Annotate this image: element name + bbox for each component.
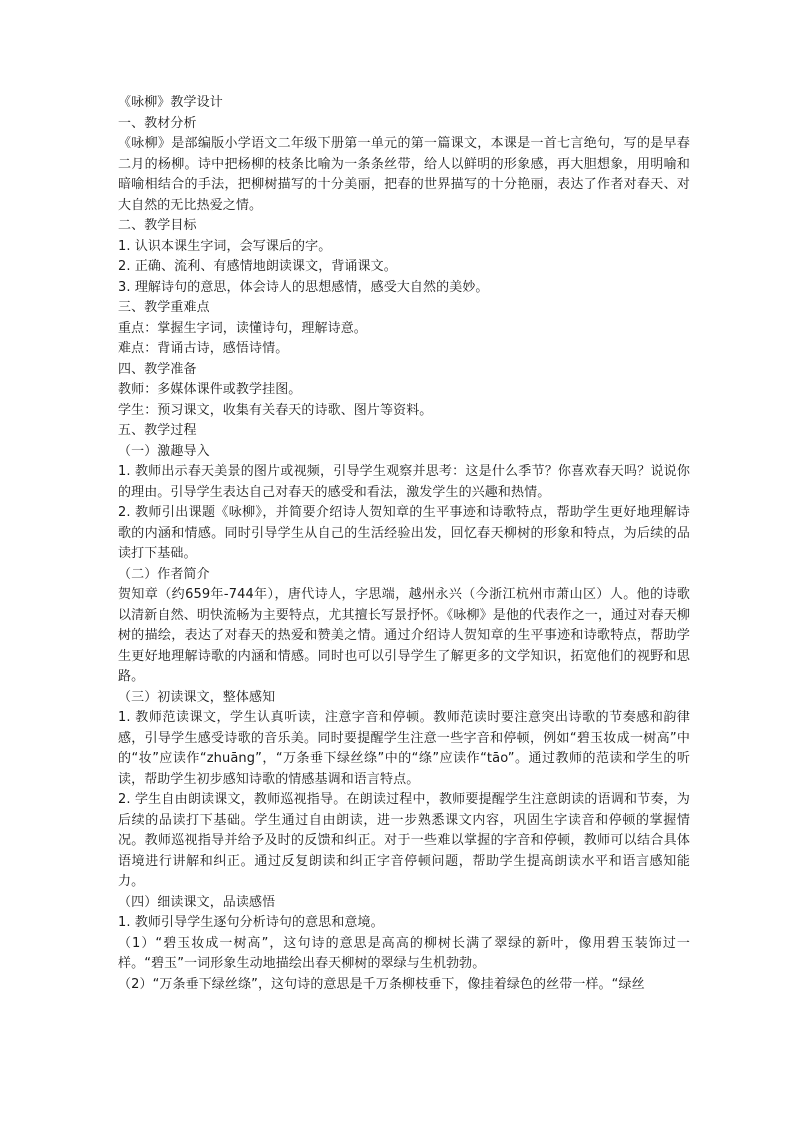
- difficulty-text: 难点：背诵古诗，感悟诗情。: [118, 341, 289, 356]
- section-heading-key-points: 三、教学重难点: [118, 300, 210, 315]
- subsection-heading-intro: （一）激趣导入: [118, 443, 210, 459]
- section-heading-teaching-goals: 二、教学目标: [118, 218, 197, 233]
- document-title: 《咏柳》教学设计: [118, 95, 223, 110]
- key-point-text: 重点：掌握生字词，读懂诗句，理解诗意。: [118, 320, 367, 336]
- paragraph-close-reading-2: （1）“碧玉妆成一树高”，这句诗的意思是高高的柳树长满了翠绿的新叶，像用碧玉装饰过一样。“碧玉”一词形象生动地描绘出春天柳树的翠绿与生机勃勃。: [118, 935, 690, 971]
- paragraph-textbook-analysis: 《咏柳》是部编版小学语文二年级下册第一单元的第一篇课文，本课是一首七言绝句，写的是早春二月的杨柳。诗中把杨柳的枝条比喻为一条条丝带，给人以鲜明的形象感，再大胆想象，用明喻和暗喻相结合的手法，把柳树描写的十分美丽，把春的世界描写的十分艳丽，表达了作者对春天、对大自然的无比热爱之情。: [118, 136, 690, 213]
- section-heading-textbook-analysis: 一、教材分析: [118, 115, 197, 131]
- paragraph-close-reading-3: （2）“万条垂下绿丝绦”，这句诗的意思是千万条柳枝垂下，像挂着绿色的丝带一样。“绿丝: [118, 976, 645, 992]
- paragraph-author: 贺知章（约659年-744年），唐代诗人，字思端，越州永兴（今浙江杭州市萧山区）人。他的诗歌以清新自然、明快流畅为主要特点，尤其擅长写景抒怀。《咏柳》是他的代表作之一，通过对春天柳树的描绘，表达了对春天的热爱和赞美之情。通过介绍诗人贺知章的生平事迹和诗歌特点，帮助学生更好地理解诗歌的内涵和情感。同时也可以引导学生了解更多的文学知识，拓宽他们的视野和思路。: [118, 587, 690, 684]
- paragraph-first-reading-2: 2. 学生自由朗读课文，教师巡视指导。在朗读过程中，教师要提醒学生注意朗读的语调和节奏，为后续的品读打下基础。学生通过自由朗读，进一步熟悉课文内容，巩固生字读音和停顿的掌握情况。教师巡视指导并给予及时的反馈和纠正。对于一些难以掌握的字音和停顿，教师可以结合具体语境进行讲解和纠正。通过反复朗读和纠正字音停顿问题，帮助学生提高朗读水平和语言感知能力。: [118, 792, 690, 889]
- teacher-preparation: 教师：多媒体课件或教学挂图。: [118, 382, 302, 397]
- paragraph-first-reading-1: 1. 教师范读课文，学生认真听读，注意字音和停顿。教师范读时要注意突出诗歌的节奏感和韵律感，引导学生感受诗歌的音乐美。同时要提醒学生注意一些字音和停顿，例如“碧玉妆成一树高”中的“妆”应读作“zhuāng”，“万条垂下绿丝绦”中的“绦”应读作“tāo”。通过教师的范读和学生的听读，帮助学生初步感知诗歌的情感基调和语言特点。: [118, 710, 690, 787]
- section-heading-teaching-process: 五、教学过程: [118, 423, 197, 438]
- section-heading-preparation: 四、教学准备: [118, 361, 197, 377]
- paragraph-intro-1: 1. 教师出示春天美景的图片或视频，引导学生观察并思考：这是什么季节？你喜欢春天吗？说说你的理由。引导学生表达自己对春天的感受和看法，激发学生的兴趣和热情。: [118, 464, 690, 500]
- subsection-heading-author: （二）作者简介: [118, 566, 210, 582]
- list-item-goal-3: 3. 理解诗句的意思，体会诗人的思想感情，感受大自然的美妙。: [118, 279, 489, 295]
- student-preparation: 学生：预习课文，收集有关春天的诗歌、图片等资料。: [118, 402, 433, 418]
- subsection-heading-close-reading: （四）细读课文，品读感悟: [118, 894, 276, 910]
- document-page: [118, 93, 690, 995]
- paragraph-close-reading-1: 1. 教师引导学生逐句分析诗句的意思和意境。: [118, 915, 384, 930]
- paragraph-intro-2: 2. 教师引出课题《咏柳》，并简要介绍诗人贺知章的生平事迹和诗歌特点，帮助学生更好地理解诗歌的内涵和情感。同时引导学生从自己的生活经验出发，回忆春天柳树的形象和特点，为后续的品读打下基础。: [118, 505, 690, 561]
- subsection-heading-first-reading: （三）初读课文，整体感知: [118, 689, 276, 705]
- list-item-goal-2: 2. 正确、流利、有感情地朗读课文，背诵课文。: [118, 259, 397, 274]
- list-item-goal-1: 1. 认识本课生字词，会写课后的字。: [118, 238, 332, 254]
